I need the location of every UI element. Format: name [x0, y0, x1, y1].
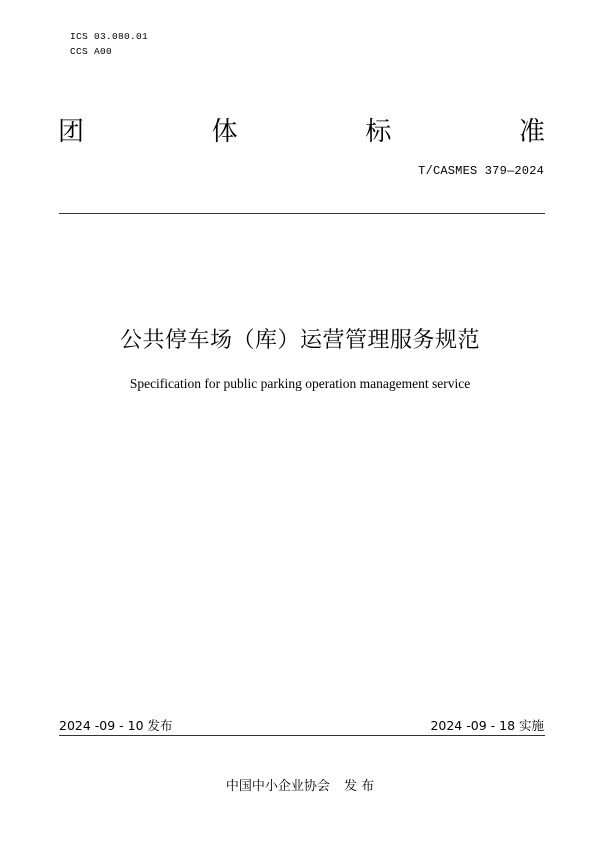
standard-type-heading	[58, 116, 545, 148]
release-date: 2024 -09 - 10 发布	[59, 718, 173, 733]
standard-type-char: 准	[518, 117, 545, 147]
ics-code: ICS 03.080.01	[70, 31, 149, 42]
chinese-title: 公共停车场（库）运营管理服务规范	[119, 328, 480, 353]
publisher-name: 中国中小企业协会	[225, 779, 330, 794]
classification-codes	[70, 29, 148, 59]
standard-type-char: 体	[211, 117, 238, 147]
publisher-action: 发 布	[343, 779, 375, 794]
standard-number: T/CASMES 379—2024	[418, 164, 544, 178]
standard-type-char: 标	[365, 117, 392, 147]
ccs-code: CCS A00	[70, 46, 113, 57]
standard-type-char: 团	[58, 117, 85, 147]
publisher-line	[0, 775, 600, 794]
english-title: Specification for public parking operation management service	[129, 376, 471, 391]
top-divider	[59, 213, 545, 214]
effective-date: 2024 -09 - 18 实施	[430, 718, 544, 733]
bottom-divider	[59, 735, 545, 736]
